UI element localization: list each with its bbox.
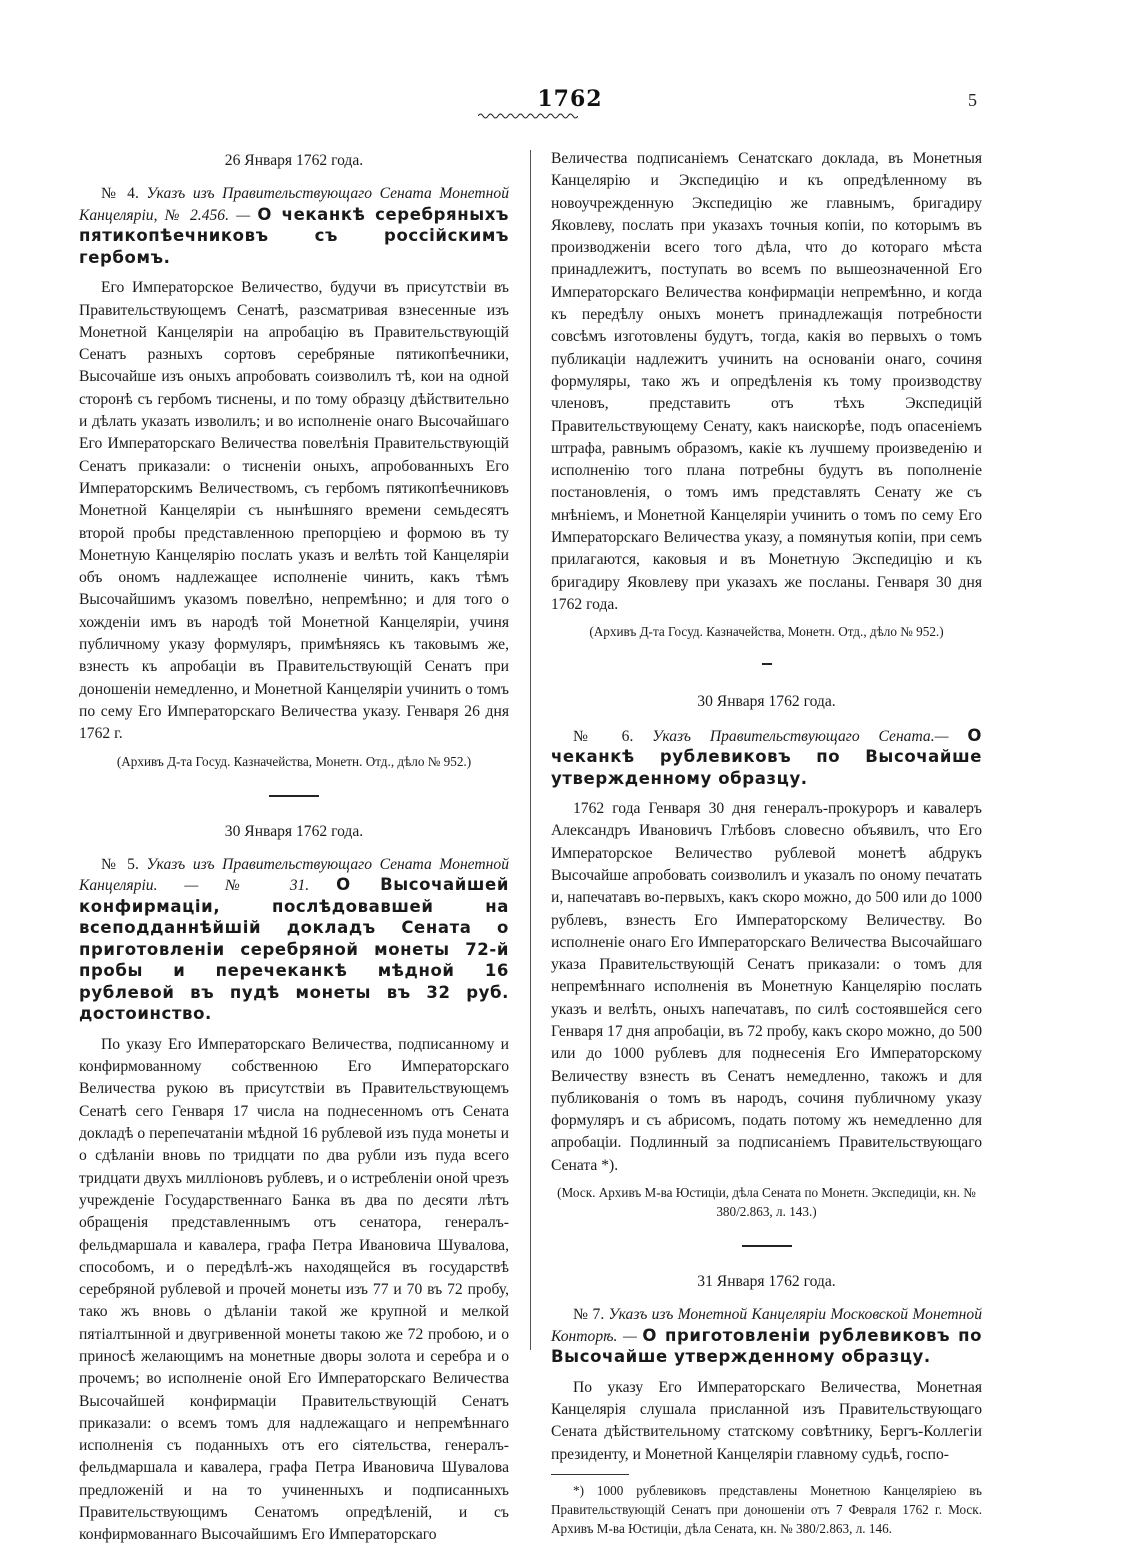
archive-source: (Моск. Архивъ М-ва Юстиціи, дѣла Сената по Монетн. Экспедиціи, кн. № 380/2.863, л. 143.) [557,1185,976,1220]
page-number: 5 [968,90,977,110]
left-column [79,148,509,1547]
footnote: *) 1000 рублевиковъ представлены Монетною Канцеляріею въ Правительствующій Сенатъ при доношеніи отъ 7 Февраля 1762 г. Моск. Архивъ М-ва Юстиціи, дѣла Сената, кн. № 380/2.863, л. 146. [551,1483,982,1537]
archive-source: (Архивъ Д-та Госуд. Казначейства, Монетн. Отд., дѣло № 952.) [116,753,472,769]
document-issuer: Указъ Правительствующаго Сената.— [652,727,949,745]
section-separator [762,663,772,665]
document-heading [551,726,982,791]
column-divider [530,150,531,1350]
document-date: 31 Января 1762 года. [697,1273,836,1291]
document-heading [551,1305,982,1369]
footnote-rule [551,1474,629,1475]
document-date: 30 Января 1762 года. [224,822,364,840]
wavy-underline-ornament [478,112,578,120]
document-title: О чеканкѣ серебряныхъ пятикопѣечниковъ съ россійскимъ гербомъ. [79,204,509,267]
document-heading [79,855,509,1026]
document-issuer: Указъ изъ Правительствующаго Сената Монетной Канцеляріи. — № 31. [79,855,509,895]
document-body: По указу Его Императорскаго Величества, Монетная Канцелярія слушала присланной изъ Правительствующаго Сената дѣйствительному статскому совѣтнику, Бергъ-Коллегіи президенту, и Монетной Канцеляріи главному судьѣ, госпо- [551,1378,982,1463]
section-separator [742,1245,792,1247]
document-title: О приготовленіи рублевиковъ по Высочайше утвержденному образцу. [551,1325,983,1367]
document-issuer: Указъ изъ Правительствующаго Сената Монетной Канцеляріи, № 2.456. — [79,185,509,224]
archive-source: (Архивъ Д-та Госуд. Казначейства, Монетн. Отд., дѣло № 952.) [589,624,944,640]
document-title: О Высочайшей конфирмаціи, послѣдовавшей на всеподданнѣйшій докладъ Сената о приготовленіи серебряной монеты 72-й пробы и перечеканкѣ мѣдной 16 рублевой въ пудѣ монеты въ 32 руб. достоинство. [79,875,509,1024]
document-body: 1762 года Генваря 30 дня генералъ-прокуроръ и кавалеръ Александръ Ивановичъ Глѣбовъ словесно объявилъ, что Его Императорское Величество рублевой монетѣ абдрукъ Высочайше апробовать соизволилъ и указалъ по оному печатать и, напечатавъ во-первыхъ, какъ скоро можно, до 500 или до 1000 рублевъ, взнесть Его Императорскому Величеству. Во исполненіе онаго Его Императорскаго Величества Высочайшаго указа Правительствующій Сенатъ приказали: о томъ для непремѣннаго исполненія въ Монетную Канцелярію послать указъ и велѣть, оныхъ напечатавъ, по силѣ состоявшейся сего Генваря 17 дня апробаціи, въ 72 пробу, какъ скоро можно, до 500 или до 1000 рублевъ для поднесенія Его Императорскому Величеству взнесть въ Сенатъ немедленно, такожъ и для публикованія о томъ въ народъ, сочиня публичному указу формуляръ и съ абрисомъ, подать потому жъ немедленно для апробаціи. Подлинный за подписаніемъ Правительствующаго Сената *). [551,800,982,1174]
document-6 [551,691,982,1221]
document-issuer: Указъ изъ Монетной Канцеляріи Московской Монетной Конторѣ. — [551,1306,982,1345]
document-7 [551,1271,982,1466]
document-number: № 4. [101,185,139,203]
document-date: 30 Января 1762 года. [697,693,836,711]
document-4 [79,150,509,771]
document-body: Его Императорское Величество, будучи въ присутствіи въ Правительствующемъ Сенатѣ, разсматривая взнесенные изъ Монетной Канцеляріи на апробацію въ Правительствующій Сенатъ разныхъ сортовъ серебряные пятикопѣечники, Высочайше изъ оныхъ апробовать соизволилъ тѣ, кои на одной сторонѣ съ гербомъ тиснены, и по тому образцу дѣйствительно и дѣлать указать изволилъ; и во исполненіе онаго Высочайшаго Его Императорскаго Величества повелѣнія Правительствующій Сенатъ приказали: о тисненіи оныхъ, апробованныхъ Его Императорскимъ Величествомъ, съ гербомъ пятикопѣечниковъ Монетной Канцеляріи съ нынѣшняго времени семьдесятъ второй пробы представленною препорціею и формою въ ту Монетную Канцелярію послать указъ и велѣть той Канцеляріи объ ономъ надлежащее исполненіе чинить, какъ тѣмъ Высочайшимъ указомъ повелѣно, непремѣнно; и для того о хожденіи имъ въ народѣ той Монетной Канцеляріи, учиня публичному указу формуляръ, примѣняясь къ таковымъ же, взнесть къ апробаціи въ Правительствующій Сенатъ при доношеніи немедленно, и Монетной Канцеляріи учинить о томъ по сему Его Императорскаго Величества указу. Генваря 26 дня 1762 г. [79,279,509,743]
document-number: № 6. [573,727,634,745]
document-body: По указу Его Императорскаго Величества, подписанному и конфирмованному собственною Его Императорскаго Величества рукою въ присутствіи въ Правительствующемъ Сенатѣ сего Генваря 17 числа на поднесенномъ отъ Сената докладѣ о перепечатаніи мѣдной 16 рублевой изъ пуда монеты и о сдѣланіи вновь по тридцати по два рубли изъ пуда всего тридцати двухъ милліоновъ рублевъ, и о истребленіи оной чрезъ учрежденіе Государственнаго Банка въ два по десяти лѣтъ обращенія представленнымъ отъ сенатора, генералъ-фельдмаршала и кавалера, графа Петра Ивановича Шувалова, способомъ, и о передѣлѣ-жъ находящейся въ государствѣ серебряной рублевой и прочей монеты изъ 77 и 70 въ 72 пробу, тако жъ вновь о дѣланіи такой же крупной и мелкой пятіалтынной и двугривенной монеты такою же 72 пробою, и о приносѣ желающимъ на монетные дворы золота и серебра и о прочемъ; во исполненіе оной Его Императорскаго Величества Высочайшей конфирмаціи Правительствующій Сенатъ приказали: о всемъ томъ для надлежащаго и непремѣннаго исполненія съ поданныхъ отъ его сіятельства, генералъ-фельдмаршала и кавалера, графа Петра Ивановича Шувалова предложеній и на то учиненныхъ и подписанныхъ Правительствующимъ Сенатомъ опредѣленій, и съ конфирмованнаго Высочайшимъ Его Императорскаго [79,1035,509,1544]
right-column [551,148,982,1538]
document-title: О чеканкѣ рублевиковъ по Высочайше утвержденному образцу. [551,725,982,788]
document-number: № 5. [101,855,139,873]
document-date: 26 Января 1762 года. [224,152,364,169]
section-separator [269,795,319,797]
document-body-continued: Величества подписаніемъ Сенатскаго доклада, въ Монетныя Канцелярію и Экспедицію и къ опредѣленному въ новоучрежденную Экспедицію же главнымъ, бригадиру Яковлеву, послать при указахъ точныя копіи, по которымъ въ производженіи всего того дѣла, что до котораго мѣста принадлежитъ, поступать во всемъ по вышеозначенной Его Императорскаго Величества конфирмаціи непремѣнно, и когда къ передѣлу оныхъ монетъ принадлежащія потребности совсѣмъ изготовлены будутъ, тогда, какія во первыхъ о томъ публикаціи надлежитъ учинить на основаніи онаго, сочиня формуляры, тако жъ и опредѣленія къ тому производству членовъ, представить отъ тѣхъ Экспедицій Правительствующему Сенату, какъ наискорѣе, подъ опасеніемъ штрафа, равнымъ образомъ, какіе къ лучшему произведенію и исполненію того плана потребны будутъ въ пополненіе постановленія, о томъ имъ представлять Сенату же съ мнѣніемъ, и Монетной Канцеляріи учинить о томъ по сему Его Императорскаго Величества указу, а помянутыя копіи, при семъ прилагаются, каковыя и въ Монетную Экспедицію и къ бригадиру Яковлеву при указахъ же посланы. Генваря 30 дня 1762 года. [551,150,982,613]
header-year: 1762 [537,86,603,112]
document-number: № 7. [573,1306,605,1324]
document-5-continued [551,148,982,641]
document-5 [79,821,509,1547]
document-heading [79,184,509,269]
